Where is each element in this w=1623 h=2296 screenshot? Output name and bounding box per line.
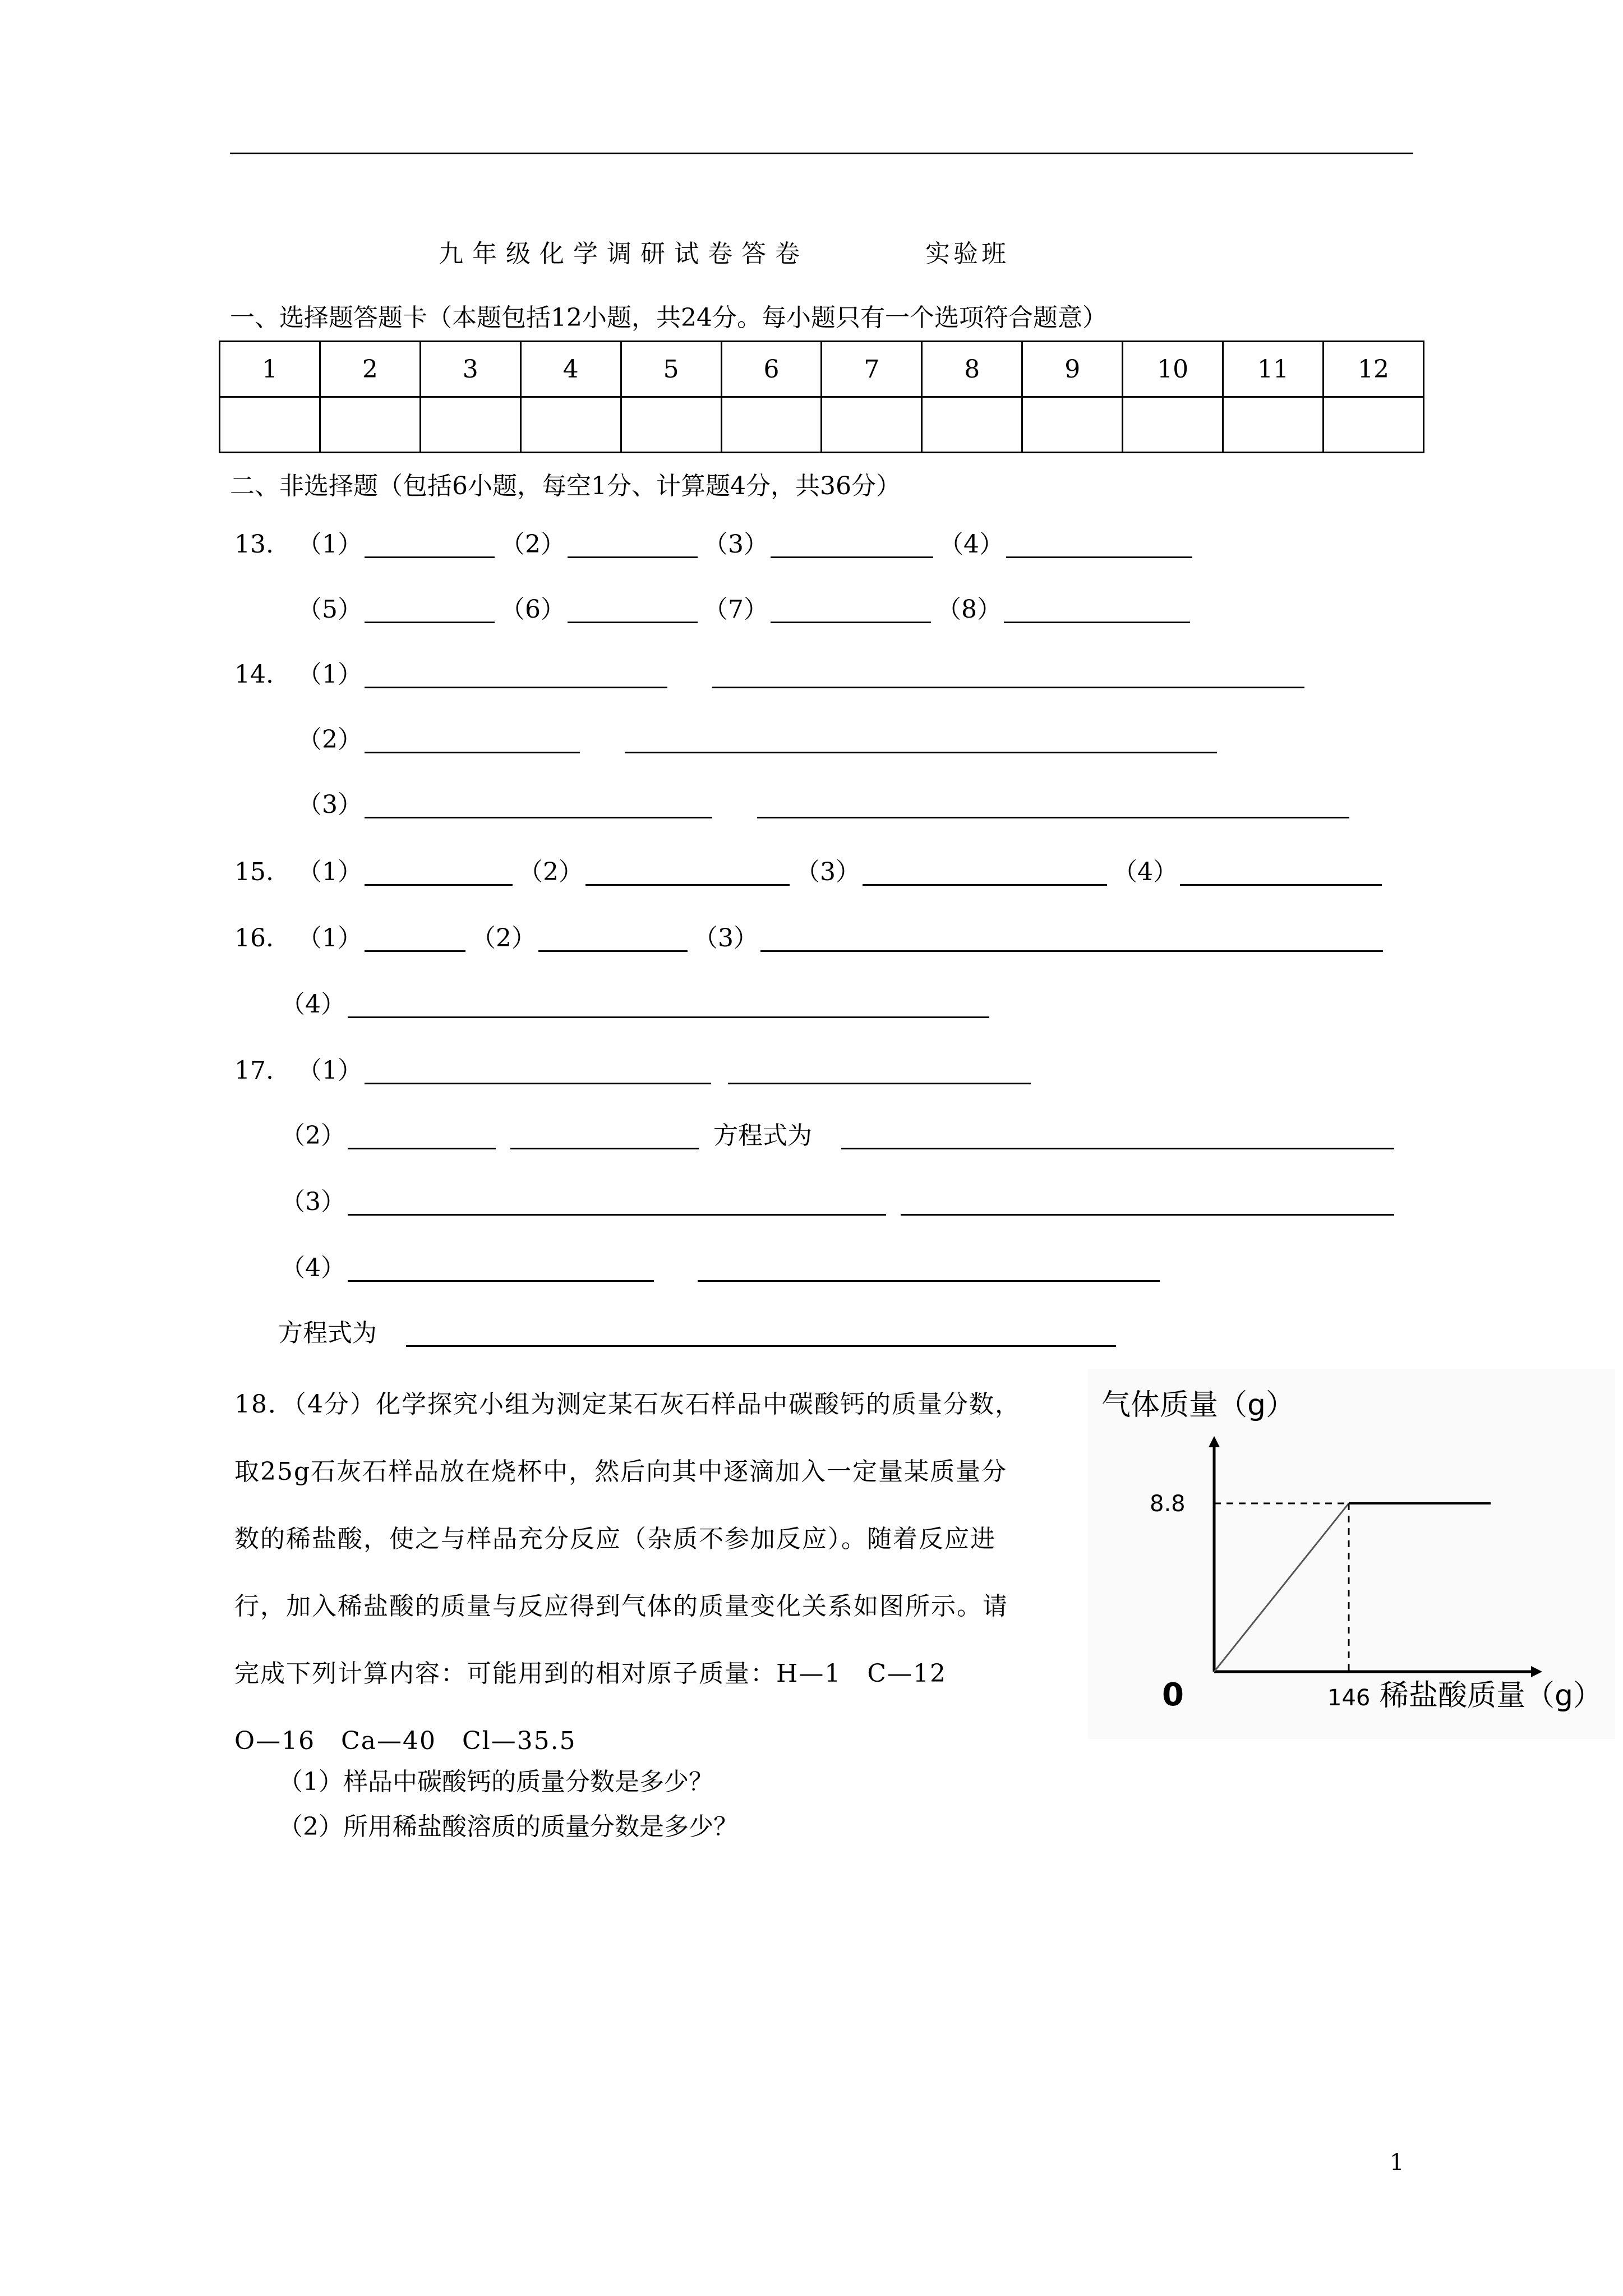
answer-blank[interactable] bbox=[625, 752, 1217, 753]
q16-part-label: （4） bbox=[280, 990, 345, 1019]
q14-part-label: （2） bbox=[297, 725, 362, 754]
q15-part-label: （1） bbox=[297, 858, 362, 886]
answer-blank[interactable] bbox=[568, 556, 698, 558]
class-label: 实验班 bbox=[925, 240, 1009, 268]
answer-number: 12 bbox=[1323, 342, 1423, 397]
q14-part-label: （3） bbox=[297, 790, 362, 819]
q13-part-label: （6） bbox=[500, 595, 565, 624]
answer-number: 10 bbox=[1123, 342, 1223, 397]
answer-blank[interactable] bbox=[406, 1345, 1116, 1347]
q13-number: 13. bbox=[234, 530, 274, 559]
answer-blank[interactable] bbox=[771, 556, 933, 558]
q15-number: 15. bbox=[234, 858, 274, 886]
q18-line: 18．（4分）化学探究小组为测定某石灰石样品中碳酸钙的质量分数， bbox=[234, 1390, 1021, 1419]
q13-part-label: （5） bbox=[297, 595, 362, 624]
q17-part-label: （4） bbox=[280, 1254, 345, 1282]
answer-number: 1 bbox=[220, 342, 320, 397]
q18-sub-question-1: （1）样品中碳酸钙的质量分数是多少？ bbox=[278, 1768, 713, 1796]
answer-blank[interactable] bbox=[348, 1148, 496, 1149]
answer-number: 4 bbox=[520, 342, 621, 397]
q18-line: 行，加入稀盐酸的质量与反应得到气体的质量变化关系如图所示。请 bbox=[234, 1592, 1008, 1621]
answer-number: 11 bbox=[1223, 342, 1324, 397]
section2-heading: 二、非选择题（包括6小题，每空1分、计算题4分，共36分） bbox=[230, 472, 901, 500]
answer-blank[interactable] bbox=[365, 817, 712, 818]
answer-cell[interactable] bbox=[220, 397, 320, 453]
header-rule bbox=[230, 153, 1413, 154]
page-number: 1 bbox=[1390, 2150, 1404, 2175]
answer-blank[interactable] bbox=[771, 622, 931, 623]
q15-part-label: （4） bbox=[1113, 858, 1178, 886]
equation-label: 方程式为 bbox=[713, 1121, 812, 1150]
answer-cell[interactable] bbox=[922, 397, 1022, 453]
q16-number: 16. bbox=[234, 924, 274, 953]
answer-number: 7 bbox=[822, 342, 922, 397]
q13-part-label: （2） bbox=[500, 530, 565, 559]
answer-blank[interactable] bbox=[712, 687, 1304, 688]
x-axis-label: 稀盐酸质量（g） bbox=[1380, 1679, 1603, 1713]
answer-number: 9 bbox=[1022, 342, 1123, 397]
answer-cell[interactable] bbox=[822, 397, 922, 453]
answer-cell[interactable] bbox=[320, 397, 420, 453]
answer-blank[interactable] bbox=[757, 817, 1349, 818]
answer-cell[interactable] bbox=[1323, 397, 1423, 453]
answer-blank[interactable] bbox=[365, 1083, 711, 1084]
q18-line: 数的稀盐酸，使之与样品充分反应（杂质不参加反应）。随着反应进 bbox=[234, 1525, 996, 1553]
answer-number: 3 bbox=[420, 342, 520, 397]
q18-line: 完成下列计算内容：可能用到的相对原子质量：H—1 C—12 bbox=[234, 1659, 947, 1688]
q16-part-label: （3） bbox=[693, 924, 758, 953]
answer-blank[interactable] bbox=[365, 556, 495, 558]
answer-blank[interactable] bbox=[1004, 622, 1190, 623]
answer-blank[interactable] bbox=[538, 950, 688, 952]
q15-part-label: （2） bbox=[518, 858, 583, 886]
answer-number: 2 bbox=[320, 342, 420, 397]
q18-line: 取25g石灰石样品放在烧杯中，然后向其中逐滴加入一定量某质量分 bbox=[234, 1457, 1008, 1486]
q17-number: 17. bbox=[234, 1056, 274, 1085]
answer-blank[interactable] bbox=[365, 622, 495, 623]
answer-blank[interactable] bbox=[901, 1214, 1394, 1216]
answer-blank[interactable] bbox=[728, 1083, 1031, 1084]
answer-card-table bbox=[219, 341, 1424, 453]
answer-blank[interactable] bbox=[698, 1280, 1160, 1282]
answer-blank[interactable] bbox=[1180, 884, 1382, 886]
x-tick-label: 146 bbox=[1327, 1685, 1371, 1711]
answer-cell[interactable] bbox=[1223, 397, 1324, 453]
q14-part-label: （1） bbox=[297, 660, 362, 689]
q13-part-label: （4） bbox=[939, 530, 1004, 559]
answer-blank[interactable] bbox=[510, 1148, 699, 1149]
q18-line: O—16 Ca—40 Cl—35.5 bbox=[234, 1727, 577, 1755]
answer-cell[interactable] bbox=[621, 397, 721, 453]
answer-blank[interactable] bbox=[841, 1148, 1394, 1149]
gas-mass-chart bbox=[1088, 1369, 1615, 1739]
q17-part-label: （1） bbox=[297, 1056, 362, 1085]
answer-cell[interactable] bbox=[1022, 397, 1123, 453]
q17-part-label: （2） bbox=[280, 1121, 345, 1150]
q13-part-label: （7） bbox=[703, 595, 768, 624]
answer-blank[interactable] bbox=[863, 884, 1107, 886]
answer-number: 6 bbox=[721, 342, 822, 397]
answer-number: 5 bbox=[621, 342, 721, 397]
q14-number: 14. bbox=[234, 660, 274, 689]
y-axis-label: 气体质量（g） bbox=[1101, 1388, 1295, 1422]
q16-part-label: （1） bbox=[297, 924, 362, 953]
q16-part-label: （2） bbox=[471, 924, 536, 953]
answer-card-blank-row bbox=[220, 397, 1424, 453]
answer-blank[interactable] bbox=[568, 622, 698, 623]
answer-blank[interactable] bbox=[365, 950, 465, 952]
answer-blank[interactable] bbox=[585, 884, 790, 886]
equation-label: 方程式为 bbox=[278, 1319, 377, 1347]
q13-part-label: （1） bbox=[297, 530, 362, 559]
answer-card-number-row bbox=[220, 342, 1424, 397]
answer-cell[interactable] bbox=[520, 397, 621, 453]
answer-blank[interactable] bbox=[348, 1280, 654, 1282]
q15-part-label: （3） bbox=[795, 858, 860, 886]
answer-blank[interactable] bbox=[760, 950, 1383, 952]
answer-blank[interactable] bbox=[365, 884, 513, 886]
section1-heading: 一、选择题答题卡（本题包括12小题，共24分。每小题只有一个选项符合题意） bbox=[230, 303, 1107, 332]
q18-sub-question-2: （2）所用稀盐酸溶质的质量分数是多少？ bbox=[278, 1812, 738, 1841]
answer-number: 8 bbox=[922, 342, 1022, 397]
answer-blank[interactable] bbox=[365, 752, 580, 753]
q17-part-label: （3） bbox=[280, 1188, 345, 1216]
answer-cell[interactable] bbox=[1123, 397, 1223, 453]
q13-part-label: （8） bbox=[937, 595, 1002, 624]
page-title: 九年级化学调研试卷答卷 bbox=[439, 240, 809, 268]
q13-part-label: （3） bbox=[703, 530, 768, 559]
answer-blank[interactable] bbox=[348, 1016, 989, 1018]
answer-cell[interactable] bbox=[721, 397, 822, 453]
answer-cell[interactable] bbox=[420, 397, 520, 453]
origin-label: 0 bbox=[1162, 1677, 1184, 1713]
q18-text bbox=[234, 1371, 1076, 1775]
y-tick-label: 8.8 bbox=[1150, 1491, 1186, 1517]
answer-blank[interactable] bbox=[365, 687, 667, 688]
answer-blank[interactable] bbox=[348, 1214, 886, 1216]
answer-blank[interactable] bbox=[1006, 556, 1192, 558]
